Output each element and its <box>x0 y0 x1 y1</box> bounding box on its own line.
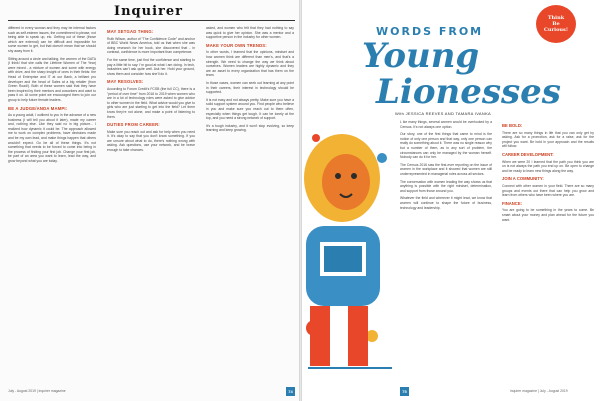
think-be-curious-badge <box>536 5 576 43</box>
badge-line: Curious! <box>543 27 569 33</box>
body-paragraph: As a young adult, I outlined to you in the advance of a new business (I will tell you about it later), made my career and, nothing else. Like they said no in big picture... I realized how dynamic it could be. The approach allowed me to work on complex problems, have decisions made and be my own lead, and make things happen that others wouldn't expect. Go be all of these things. It's not something that needs to be forced to come into being in the process of finding your first job. Change your first job, be part of an area you want to learn, lead the way, and grow beyond what you are today. <box>8 113 96 164</box>
section-heading: MAY SETGAD THING: <box>107 29 154 34</box>
left-page <box>0 0 299 401</box>
left-article-columns <box>8 26 295 372</box>
footer-issue: inquirer magazine | July - August 2019 <box>510 389 568 393</box>
footer-issue: July - August 2019 | inquirer magazine <box>8 389 66 393</box>
body-paragraph: Ruth Wilson, author of "The Confidence Code" and anchor of BBC World News America, told us that when she was doing research for her book, she discovered that - in contrast, confidence is more important than competence. <box>107 36 195 55</box>
magazine-masthead: Inquirer <box>114 4 183 19</box>
section-heading: JOIN A COMMUNITY: <box>502 176 544 182</box>
article-column <box>400 120 492 385</box>
right-article-columns <box>400 120 596 385</box>
page-header <box>8 4 295 21</box>
body-paragraph: asked, and women who felt that they had nothing to say was quick to give her opinion. She was a mentor and a supportive person in the industry for other women. <box>206 26 294 40</box>
article-title <box>362 36 561 112</box>
body-paragraph: Whatever the field and wherever it might lead, we know that women will continue to shape the future of business, technology and leadership. <box>400 196 492 210</box>
article-column <box>8 26 96 372</box>
page-number: 75 <box>400 387 409 396</box>
byline: With JESSICA REEVES AND TAMARA IVANKA <box>395 111 492 116</box>
body-paragraph: According to Forum Credit's FCSB (the full CC), there is a "period of over time" from 2016 to 2019 when women who are in a lot of technology roles were asked to give advice to other women in the field. What advice would you give to girls who are just starting to get into the field? Let them know they're not alone, and make a point of listening to them. <box>107 86 195 119</box>
body-paragraph: It's a tough industry, and it won't stop evolving, so keep learning and keep growing. <box>206 123 294 133</box>
body-paragraph: Sitting around a circle and talking, the women of the DATA (I think! that she calls the Lifetime Women of The Year) were mixed - a mixture of women and some with energy with drive, and the sharp insight of ones in their fields: the Head of Enterprise and IT at our Bank, a brilliant pro developer and the head of Sales at a big retailer (from Green Road!). Both of these women said that they have been inspired by their mentors and coworkers and want to pass it on. At some point we encouraged them to join our group to help future female leaders. <box>8 56 96 102</box>
body-paragraph: different in every woman and they may be internal factors such as self-esteem issues, the commitment to please, not being able to speak up, etc. Getting out of these (those which are external) can be difficult and impossible for some women to get, but that doesn't mean that we should shy away from it. <box>8 26 96 53</box>
body-paragraph: There are so many things in life that you can only get by asking. Ask for a promotion, ask for a raise, ask for the project you want. Be bold in your approach and the results will follow. <box>502 130 594 149</box>
page-footer <box>400 387 596 397</box>
body-paragraph: Connect with other women in your field. There are so many groups and events out there that can help you grow and learn from others who have been where you are. <box>502 183 594 198</box>
section-heading: MAKE YOUR OWN TRENDS: <box>206 42 267 48</box>
section-heading: DUTIES FROM CAREER: <box>107 122 160 128</box>
body-paragraph: The Census 2016 saw the first-ever reporting on the issue of women in the workplace and it showed that women are still underrepresented in managerial roles across all sectors. <box>400 162 492 176</box>
article-column <box>206 26 294 372</box>
section-heading: FINANCE: <box>502 200 523 206</box>
body-paragraph: For the same time, just find the confidence and starting to pay a little bit to say: I'm good at what I am doing. In tech, industries can't ask quite well. Ask her. Hold your ground, show them and consider how she'll do it. <box>107 57 195 76</box>
page-footer <box>8 387 295 397</box>
body-paragraph: In those cases, women can seek out learning at any point in their careers, their interest in technology should be supported. <box>206 80 294 95</box>
section-heading: MAY RESOLVES: <box>107 79 144 85</box>
article-kicker: WORDS FROM <box>376 25 484 38</box>
lioness-illustration <box>302 118 398 390</box>
badge-line: Think <box>547 15 565 21</box>
article-column <box>502 120 594 385</box>
body-paragraph: Our story, one of the first things that came to mind is the notion of only one person and that way, only one person can really do something about it. There was no single reason why but a number of them, as in any sort of problem, the circumstances can only be managed by the woman herself. Nobody can do it for her. <box>400 132 492 160</box>
body-paragraph: L ike many things, several women would be overlooked by a Census. It's not always one option. <box>400 120 492 129</box>
right-page <box>302 0 602 401</box>
body-paragraph: When we were 20 I learned that the path you think you are on is not always the path you end up on. Be open to change and be ready to learn new things along the way. <box>502 159 594 173</box>
article-column <box>107 26 195 372</box>
badge-line: Be <box>552 21 560 27</box>
body-paragraph: In other words, I learned that the opinions, mindset and how women think are different than men's, and that's a strength. We need to change the way we think about ourselves. Women leaders are highly dynamic and they are an asset to every organization that has them on the team. <box>206 50 294 78</box>
section-heading: CAREER DEVELOPMENT: <box>502 151 554 157</box>
section-heading: BE BOLD: <box>502 123 523 128</box>
section-heading: BE A JUDGE/ANDA MAMPI: <box>8 105 68 111</box>
body-paragraph: It is not easy and not always pretty. Make sure you have a solid support system around you. Find people who believe in you and make sure you reach out to them often, especially when things get tough. It can be lonely at the top, and you need a strong network of support. <box>206 97 294 121</box>
body-paragraph: Make sure you reach out and ask for help when you need it. It's okay to say that you don't know something. If you are unsure about what to do, there's nothing wrong with asking. Ask questions, use your network, and be brave enough to take chances. <box>107 129 195 153</box>
body-paragraph: The conversation with women leading the way shows us that anything is possible with the right mindset, determination, and support from those around you. <box>400 179 492 193</box>
title-line: Lionesses <box>376 72 561 112</box>
title-line: Young <box>362 36 480 76</box>
page-number: 74 <box>286 387 295 396</box>
body-paragraph: You are going to be something in the years to come. Be smart about your money and plan ahead for the future you want. <box>502 208 594 222</box>
